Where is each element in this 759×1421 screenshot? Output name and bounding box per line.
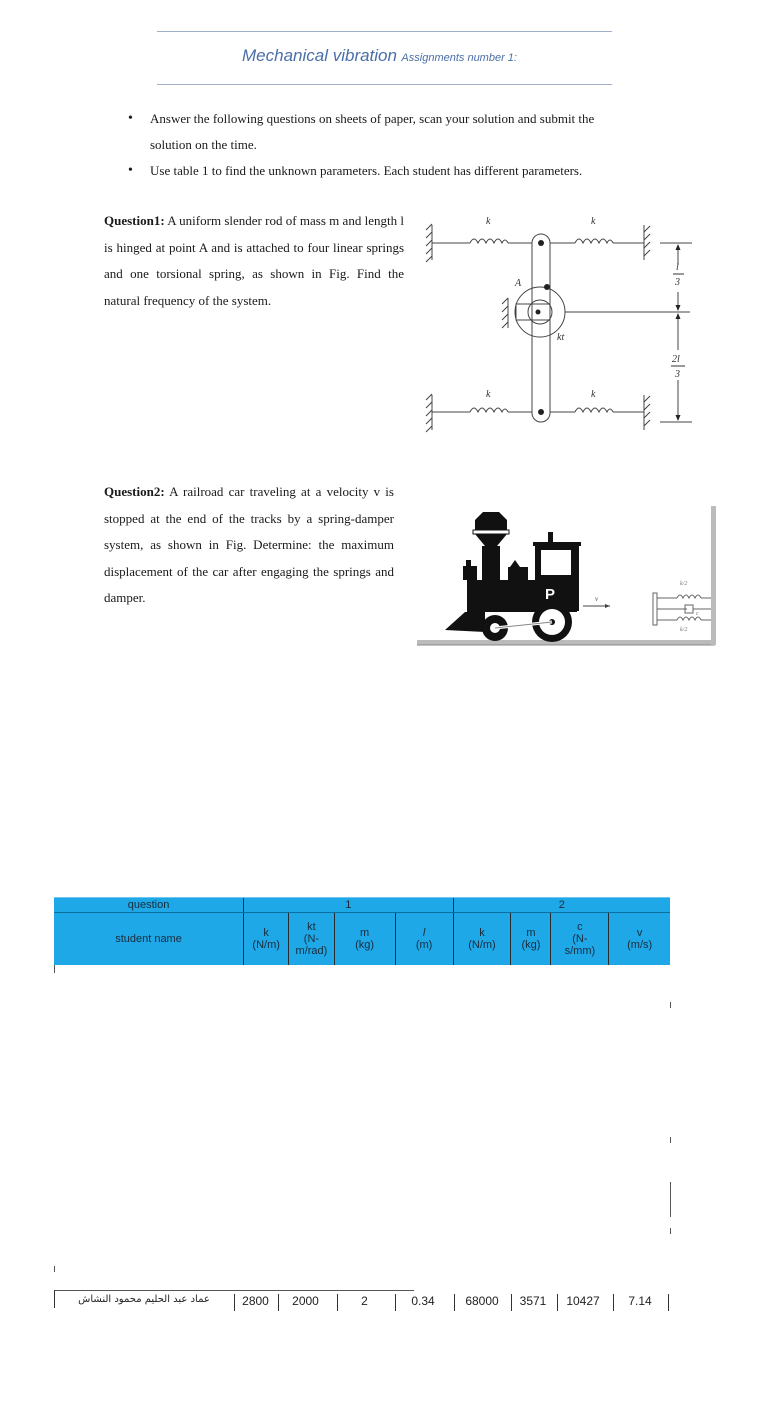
header-k1: k (N/m) <box>244 913 289 965</box>
railroad-car-figure <box>415 500 720 655</box>
wall-hatch-icon <box>426 224 432 262</box>
header-m2: m (kg) <box>511 913 551 965</box>
header-question-2: 2 <box>453 898 670 913</box>
instruction-item <box>128 106 673 158</box>
table-row <box>54 1290 674 1316</box>
question2-body: A railroad car traveling at a velocity v is stopped at the end of the tracks by a spring-damper system, as shown in Fig. Determine: the maximum displacement of the car after engaging the springs and damper. <box>104 484 394 605</box>
cell-kt: 2000 <box>292 1294 319 1308</box>
bullet-icon: • <box>128 163 133 178</box>
velocity-label: v <box>595 595 599 603</box>
spring-label: k <box>486 216 491 227</box>
cell-m2: 3571 <box>519 1294 547 1308</box>
cell-l: 0.34 <box>411 1294 435 1308</box>
instruction-text: Answer the following questions on sheets of paper, scan your solution and submit the <box>150 111 595 126</box>
cell-sep <box>511 1294 512 1311</box>
header-rule-bottom <box>157 84 612 85</box>
header-m1: m (kg) <box>334 913 395 965</box>
cell-sep <box>668 1294 669 1311</box>
header-l: l (m) <box>395 913 453 965</box>
table-border <box>670 1228 671 1234</box>
rod <box>532 234 550 422</box>
instructions-list <box>128 106 673 184</box>
cell-student-name: عماد عبد الحليم محمود النشاش <box>78 1294 210 1305</box>
row-divider <box>54 1290 414 1291</box>
instruction-text: Use table 1 to find the unknown parameters. Each student has different parameters. <box>150 163 583 178</box>
dim-top-num: l <box>676 262 679 273</box>
header-k2: k (N/m) <box>453 913 511 965</box>
cell-k1: 2800 <box>242 1294 269 1308</box>
dim-bottom-den: 3 <box>675 369 680 380</box>
spring-label: k <box>591 389 596 400</box>
header-kt: kt (N- m/rad) <box>289 913 334 965</box>
spring-label: k <box>486 389 491 400</box>
table-border <box>54 965 55 973</box>
question1-body: A uniform slender rod of mass m and length l is hinged at point A and is attached to four linear springs and one torsional spring, as shown in Fig. Find the natural frequency of the system. <box>104 213 404 308</box>
header-question: question <box>54 898 244 913</box>
table-border <box>670 1002 671 1008</box>
spring-label: k <box>591 216 596 227</box>
header-student-name: student name <box>54 913 244 965</box>
damper-label: c <box>696 611 699 617</box>
header-v: v (m/s) <box>609 913 670 965</box>
header-c: c (N- s/mm) <box>551 913 609 965</box>
spring-icon <box>575 408 613 412</box>
spring-icon <box>470 239 508 243</box>
table-border <box>54 1266 55 1272</box>
bullet-icon: • <box>128 111 133 126</box>
spring-icon <box>470 408 508 412</box>
dim-bottom-num: 2l <box>672 354 680 365</box>
page-title <box>0 46 759 66</box>
question2-text <box>104 479 394 612</box>
instruction-item <box>128 158 673 184</box>
cell-m1: 2 <box>361 1294 368 1308</box>
pivot-label: A <box>515 278 522 289</box>
table-border <box>670 1182 671 1217</box>
header-rule-top <box>157 31 612 32</box>
rod-spring-figure <box>420 210 710 435</box>
question2-label: Question2: <box>104 484 165 499</box>
cell-c: 10427 <box>566 1294 600 1308</box>
car-letter: P <box>545 586 556 603</box>
spring-label-bottom: k/2 <box>680 627 688 633</box>
spring-icon <box>575 239 613 243</box>
torsional-spring-label: kt <box>557 332 565 343</box>
cell-sep <box>454 1294 455 1311</box>
cell-sep <box>613 1294 614 1311</box>
spring-label-top: k/2 <box>680 581 688 587</box>
title-main: Mechanical vibration <box>242 46 397 65</box>
table-border <box>670 1137 671 1143</box>
cell-k2: 68000 <box>465 1294 499 1308</box>
parameters-table <box>54 897 670 965</box>
instruction-text: solution on the time. <box>150 137 257 152</box>
cell-v: 7.14 <box>628 1294 652 1308</box>
question1-label: Question1: <box>104 213 165 228</box>
cell-sep <box>557 1294 558 1311</box>
dim-top-den: 3 <box>675 277 680 288</box>
spring-damper-icon <box>653 593 711 625</box>
header-question-1: 1 <box>244 898 454 913</box>
question1-text <box>104 208 404 314</box>
row-border <box>54 1290 55 1308</box>
title-sub: Assignments number 1: <box>401 52 517 64</box>
